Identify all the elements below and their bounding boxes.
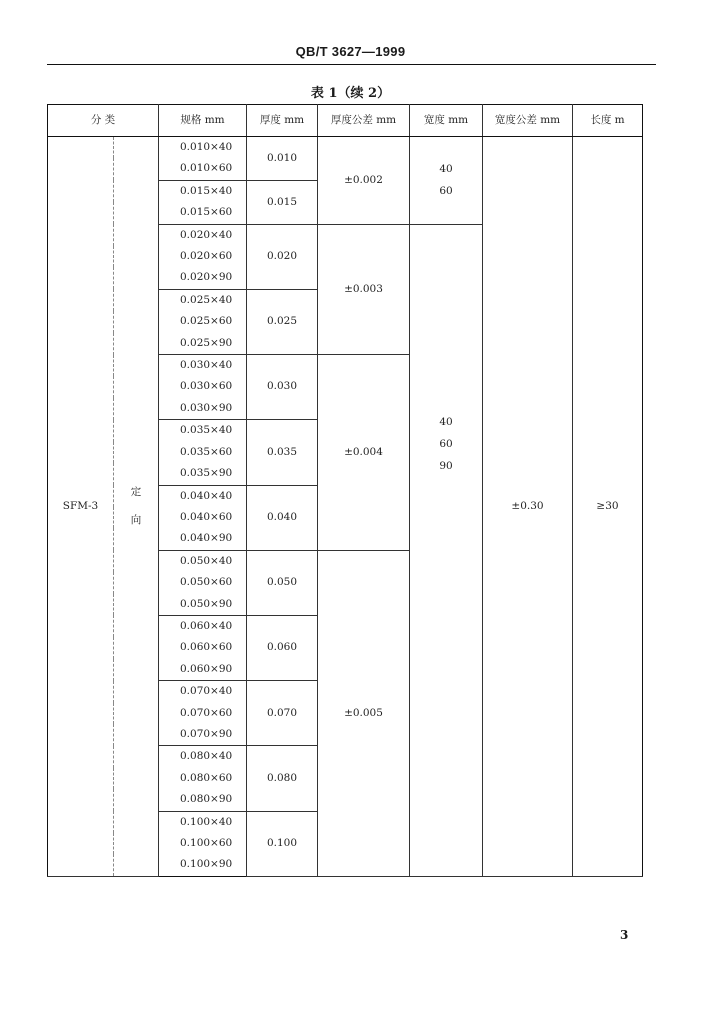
spec-cell: 0.030×40	[159, 355, 247, 377]
spec-cell: 0.040×40	[159, 485, 247, 507]
spec-cell: 0.050×60	[159, 572, 247, 593]
thickness-cell: 0.035	[247, 420, 318, 485]
thickness-cell: 0.020	[247, 224, 318, 289]
spec-cell: 0.030×60	[159, 376, 247, 397]
spec-cell: 0.025×90	[159, 333, 247, 355]
header-thickness-tolerance: 厚度公差 mm	[318, 105, 410, 137]
width-tolerance-cell: ±0.30	[483, 137, 573, 877]
spec-cell: 0.080×60	[159, 768, 247, 789]
spec-cell: 0.070×90	[159, 724, 247, 746]
width-cell: 40 60	[410, 137, 483, 225]
thickness-cell: 0.050	[247, 550, 318, 615]
spec-cell: 0.080×40	[159, 746, 247, 768]
spec-cell: 0.015×60	[159, 202, 247, 224]
standard-number: QB/T 3627—1999	[295, 44, 406, 59]
spec-cell: 0.100×40	[159, 811, 247, 833]
spec-cell: 0.015×40	[159, 180, 247, 202]
table-header-row	[48, 105, 643, 137]
thickness-cell: 0.060	[247, 615, 318, 680]
header-spec: 规格 mm	[159, 105, 247, 137]
thickness-cell: 0.010	[247, 137, 318, 181]
spec-cell: 0.020×90	[159, 267, 247, 289]
spec-cell: 0.010×60	[159, 158, 247, 180]
orientation-char: 向	[130, 514, 142, 527]
thickness-cell: 0.100	[247, 811, 318, 876]
thickness-cell: 0.070	[247, 681, 318, 746]
thickness-tolerance-cell: ±0.003	[318, 224, 410, 354]
class-cell: SFM-3	[48, 137, 114, 877]
thickness-tolerance-cell: ±0.005	[318, 550, 410, 876]
header-length: 长度 m	[573, 105, 643, 137]
orientation-char: 定	[130, 486, 142, 499]
orientation-cell	[114, 137, 159, 877]
header-width-tolerance: 宽度公差 mm	[483, 105, 573, 137]
spec-cell: 0.040×90	[159, 528, 247, 550]
spec-cell: 0.035×90	[159, 463, 247, 485]
spec-cell: 0.020×60	[159, 246, 247, 267]
table-caption: 表 1（续 2）	[310, 86, 391, 101]
header-thickness: 厚度 mm	[247, 105, 318, 137]
width-cell: 40 60 90	[410, 224, 483, 876]
spec-cell: 0.070×40	[159, 681, 247, 703]
page-number: 3	[620, 928, 629, 942]
spec-cell: 0.025×60	[159, 311, 247, 332]
spec-cell: 0.070×60	[159, 703, 247, 724]
thickness-cell: 0.040	[247, 485, 318, 550]
thickness-cell: 0.030	[247, 355, 318, 420]
spec-cell: 0.040×60	[159, 507, 247, 528]
header-rule	[47, 64, 656, 65]
spec-cell: 0.100×60	[159, 833, 247, 854]
thickness-tolerance-cell: ±0.004	[318, 355, 410, 551]
header-width: 宽度 mm	[410, 105, 483, 137]
spec-cell: 0.100×90	[159, 854, 247, 876]
thickness-cell: 0.025	[247, 289, 318, 354]
thickness-tolerance-cell: ±0.002	[318, 137, 410, 225]
spec-cell: 0.050×90	[159, 594, 247, 616]
thickness-cell: 0.015	[247, 180, 318, 224]
spec-cell: 0.020×40	[159, 224, 247, 246]
spec-cell: 0.030×90	[159, 398, 247, 420]
spec-table	[47, 104, 643, 877]
thickness-cell: 0.080	[247, 746, 318, 811]
spec-cell: 0.080×90	[159, 789, 247, 811]
spec-cell: 0.050×40	[159, 550, 247, 572]
spec-cell: 0.060×90	[159, 659, 247, 681]
spec-cell: 0.060×40	[159, 615, 247, 637]
spec-cell: 0.025×40	[159, 289, 247, 311]
spec-cell: 0.035×60	[159, 442, 247, 463]
spec-cell: 0.060×60	[159, 637, 247, 658]
spec-cell: 0.010×40	[159, 137, 247, 159]
length-cell: ≥30	[573, 137, 643, 877]
spec-cell: 0.035×40	[159, 420, 247, 442]
table-row	[48, 137, 643, 159]
header-class: 分 类	[48, 105, 159, 137]
